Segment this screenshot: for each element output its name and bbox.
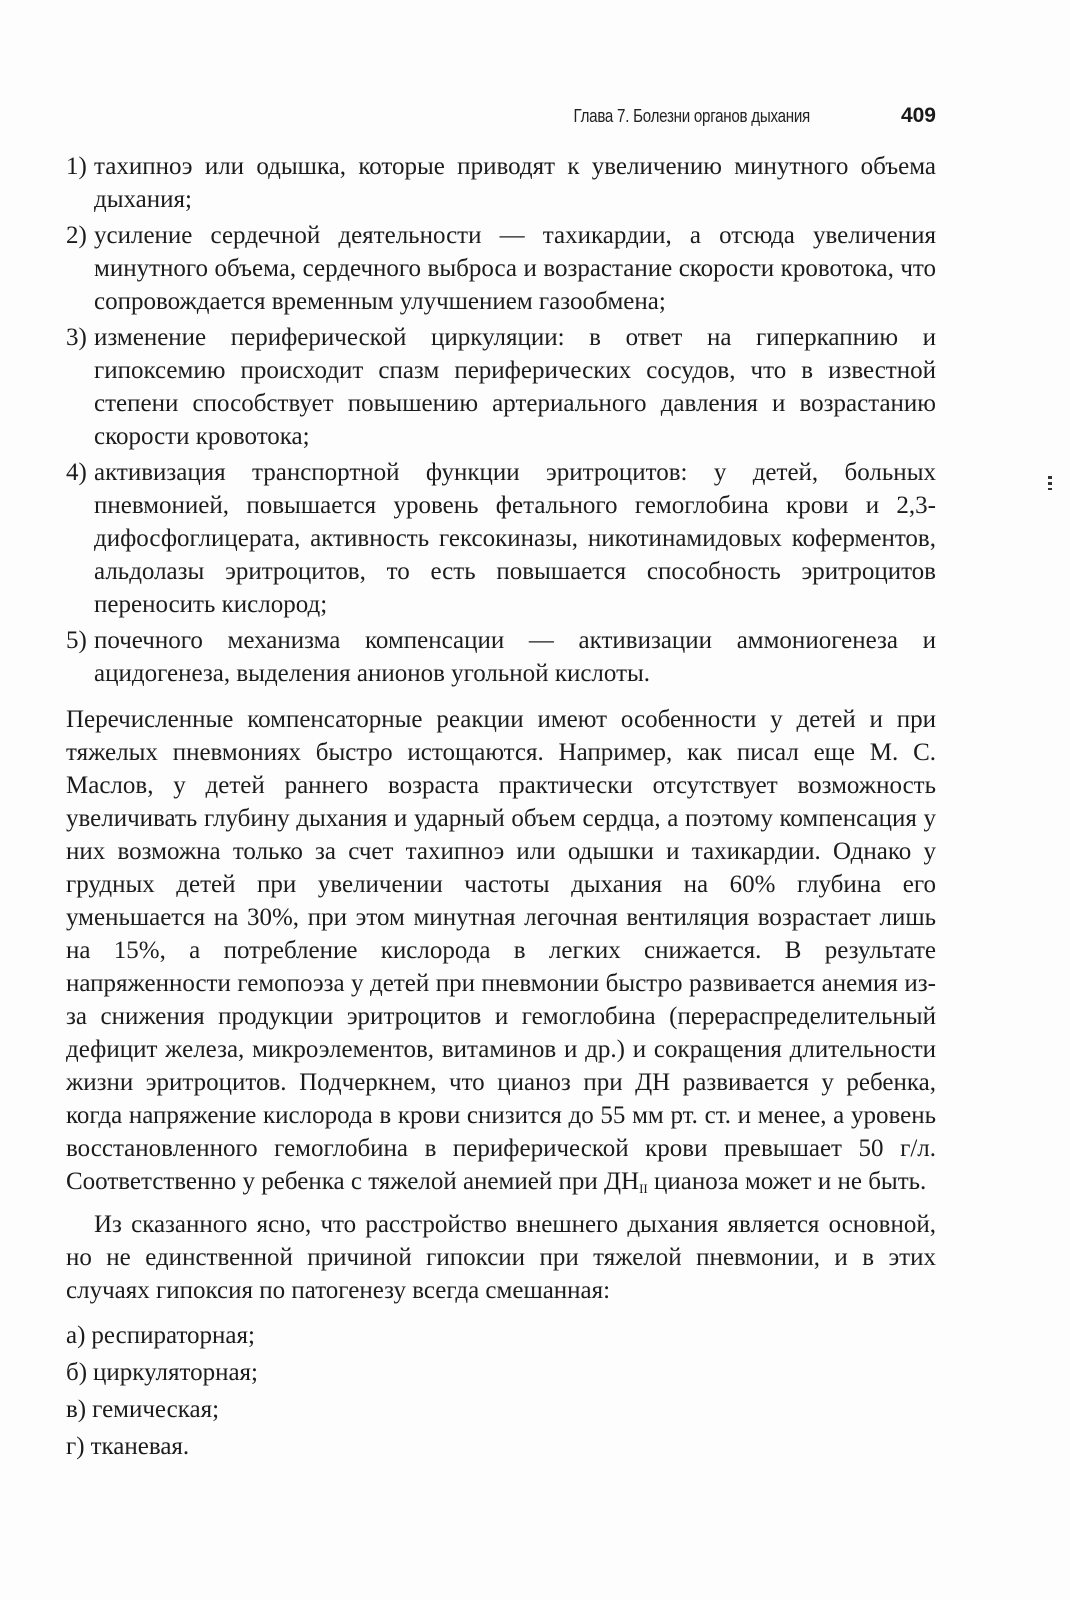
paragraph-text: Перечисленные компенсаторные реакции имеют особенности у детей и при тяжелых пневмониях быстро истощаются. Например, как писал еще М. С. Маслов, у детей раннего возраста практически отсутствует возможность увеличивать глубину дыхания и ударный объем сердца, а поэтому компенсация у них возможна только за счет тахипноэ или одышки и тахикардии. Однако у грудных детей при увеличении частоты дыхания на 60% глубина его уменьшается на 30%, при этом минутная легочная вентиляция возрастает лишь на 15%, а потребление кислорода в легких снижается. В результате напряженности гемопоэза у детей при пневмонии быстро развивается анемия из-за снижения продукции эритроцитов и гемоглобина (перераспределительный дефицит железа, микроэлементов, витаминов и др.) и сокращения длительности жизни эритроцитов. Подчеркнем, что цианоз при ДН развивается у ребенка, когда напряжение кислорода в крови снизится до 55 мм рт. ст. и менее, а уровень восстановленного гемоглобина в периферической крови превышает 50 г/л. Соответственно у ребенка с тяжелой анемией при ДН [66, 706, 936, 1195]
list-item [66, 456, 936, 621]
list-item [66, 1430, 936, 1463]
scan-edge-mark [1048, 476, 1052, 490]
hypoxia-types-list [66, 1319, 936, 1463]
list-item [66, 1319, 936, 1352]
list-marker: г) [66, 1433, 85, 1460]
dn-subscript: II [639, 1181, 648, 1196]
list-marker: а) [66, 1322, 86, 1349]
list-marker: 1) [66, 153, 87, 180]
compensation-mechanisms-list [66, 150, 936, 690]
list-marker: 2) [66, 222, 87, 249]
list-item-text: активизация транспортной функции эритроцитов: у детей, больных пневмонией, повышается уровень фетального гемоглобина крови и 2,3-дифосфоглицерата, активность гексокиназы, никотинамидовых коферментов, альдолазы эритроцитов, то есть повышается способность эритроцитов переносить кислород; [94, 459, 936, 618]
list-marker: в) [66, 1396, 87, 1423]
list-item-text: тахипноэ или одышка, которые приводят к увеличению минутного объема дыхания; [94, 153, 936, 213]
list-item [66, 321, 936, 453]
list-item-text: изменение периферической циркуляции: в ответ на гиперкапнию и гипоксемию происходит спазм периферических сосудов, что в известной степени способствует повышению артериального давления и возрастанию скорости кровотока; [94, 324, 936, 450]
running-header [66, 101, 936, 131]
list-item [66, 624, 936, 690]
list-marker: 4) [66, 459, 87, 486]
list-item [66, 219, 936, 318]
list-item-text: циркуляторная; [93, 1359, 258, 1386]
list-item-text: усиление сердечной деятельности — тахикардии, а отсюда увеличения минутного объема, сердечного выброса и возрастание скорости кровотока, что сопровождается временным улучшением газообмена; [94, 222, 936, 315]
list-marker: б) [66, 1359, 88, 1386]
list-marker: 5) [66, 627, 87, 654]
chapter-title: Глава 7. Болезни органов дыхания [573, 106, 810, 126]
list-item [66, 1393, 936, 1426]
paragraph-text-end: цианоза может и не быть. [647, 1168, 927, 1195]
page-number: 409 [900, 104, 936, 127]
body-text [66, 150, 936, 1467]
paragraph-hypoxia-types-intro: Из сказанного ясно, что расстройство внешнего дыхания является основной, но не единственной причиной гипоксии при тяжелой пневмонии, и в этих случаях гипоксия по патогенезу всегда смешанная: [66, 1211, 936, 1304]
list-item [66, 1356, 936, 1389]
list-item-text: почечного механизма компенсации — активизации аммониогенеза и ацидогенеза, выделения анионов угольной кислоты. [94, 627, 936, 687]
list-item-text: гемическая; [92, 1396, 220, 1423]
list-marker: 3) [66, 324, 87, 351]
list-item-text: тканевая. [90, 1433, 190, 1460]
list-item [66, 150, 936, 216]
paragraph-compensation-in-children [66, 703, 936, 1205]
list-item-text: респираторная; [91, 1322, 255, 1349]
